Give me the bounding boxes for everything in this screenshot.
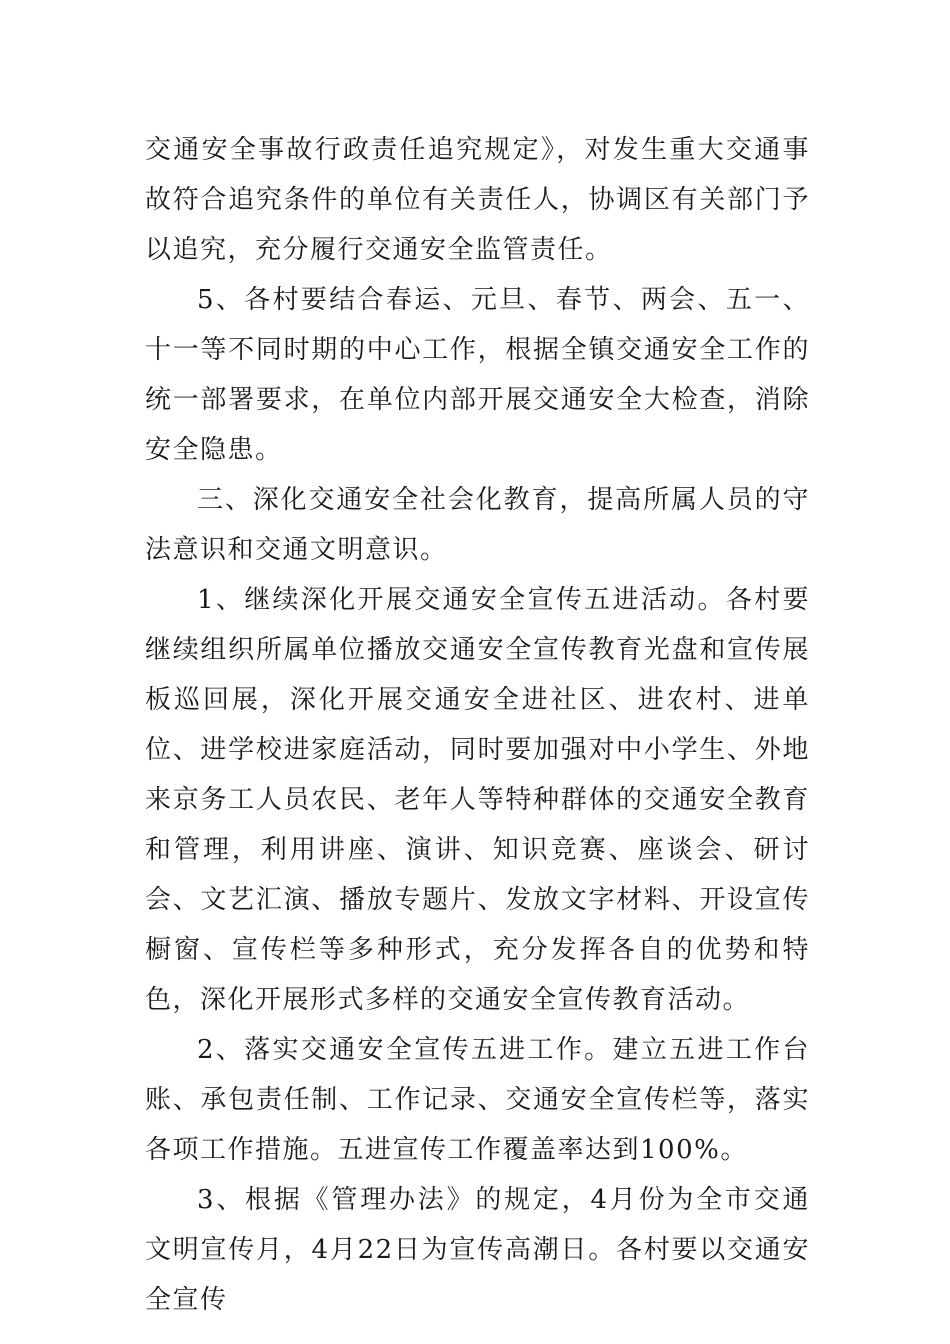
paragraph-item-5: 5、各村要结合春运、元旦、春节、两会、五一、十一等不同时期的中心工作，根据全镇交通安全工作的统一部署要求，在单位内部开展交通安全大检查，消除安全隐患。 xyxy=(145,285,810,465)
paragraph-item-1: 1、继续深化开展交通安全宣传五进活动。各村要继续组织所属单位播放交通安全宣传教育光盘和宣传展板巡回展，深化开展交通安全进社区、进农村、进单位、进学校进家庭活动，同时要加强对中小学生、外地来京务工人员农民、老年人等特种群体的交通安全教育和管理，利用讲座、演讲、知识竞赛、座谈会、研讨会、文艺汇演、播放专题片、发放文字材料、开设宣传橱窗、宣传栏等多种形式，充分发挥各自的优势和特色，深化开展形式多样的交通安全宣传教育活动。 xyxy=(145,585,810,1015)
paragraph-continuation: 交通安全事故行政责任追究规定》，对发生重大交通事故符合追究条件的单位有关责任人，协调区有关部门予以追究，充分履行交通安全监管责任。 xyxy=(145,135,810,265)
paragraph-item-2: 2、落实交通安全宣传五进工作。建立五进工作台账、承包责任制、工作记录、交通安全宣传栏等，落实各项工作措施。五进宣传工作覆盖率达到100%。 xyxy=(145,1035,810,1165)
document-body xyxy=(145,125,810,1325)
section-heading-three: 三、深化交通安全社会化教育，提高所属人员的守法意识和交通文明意识。 xyxy=(145,485,810,565)
paragraph-item-3: 3、根据《管理办法》的规定，4月份为全市交通文明宣传月，4月22日为宣传高潮日。各村要以交通安全宣传 xyxy=(145,1185,810,1315)
